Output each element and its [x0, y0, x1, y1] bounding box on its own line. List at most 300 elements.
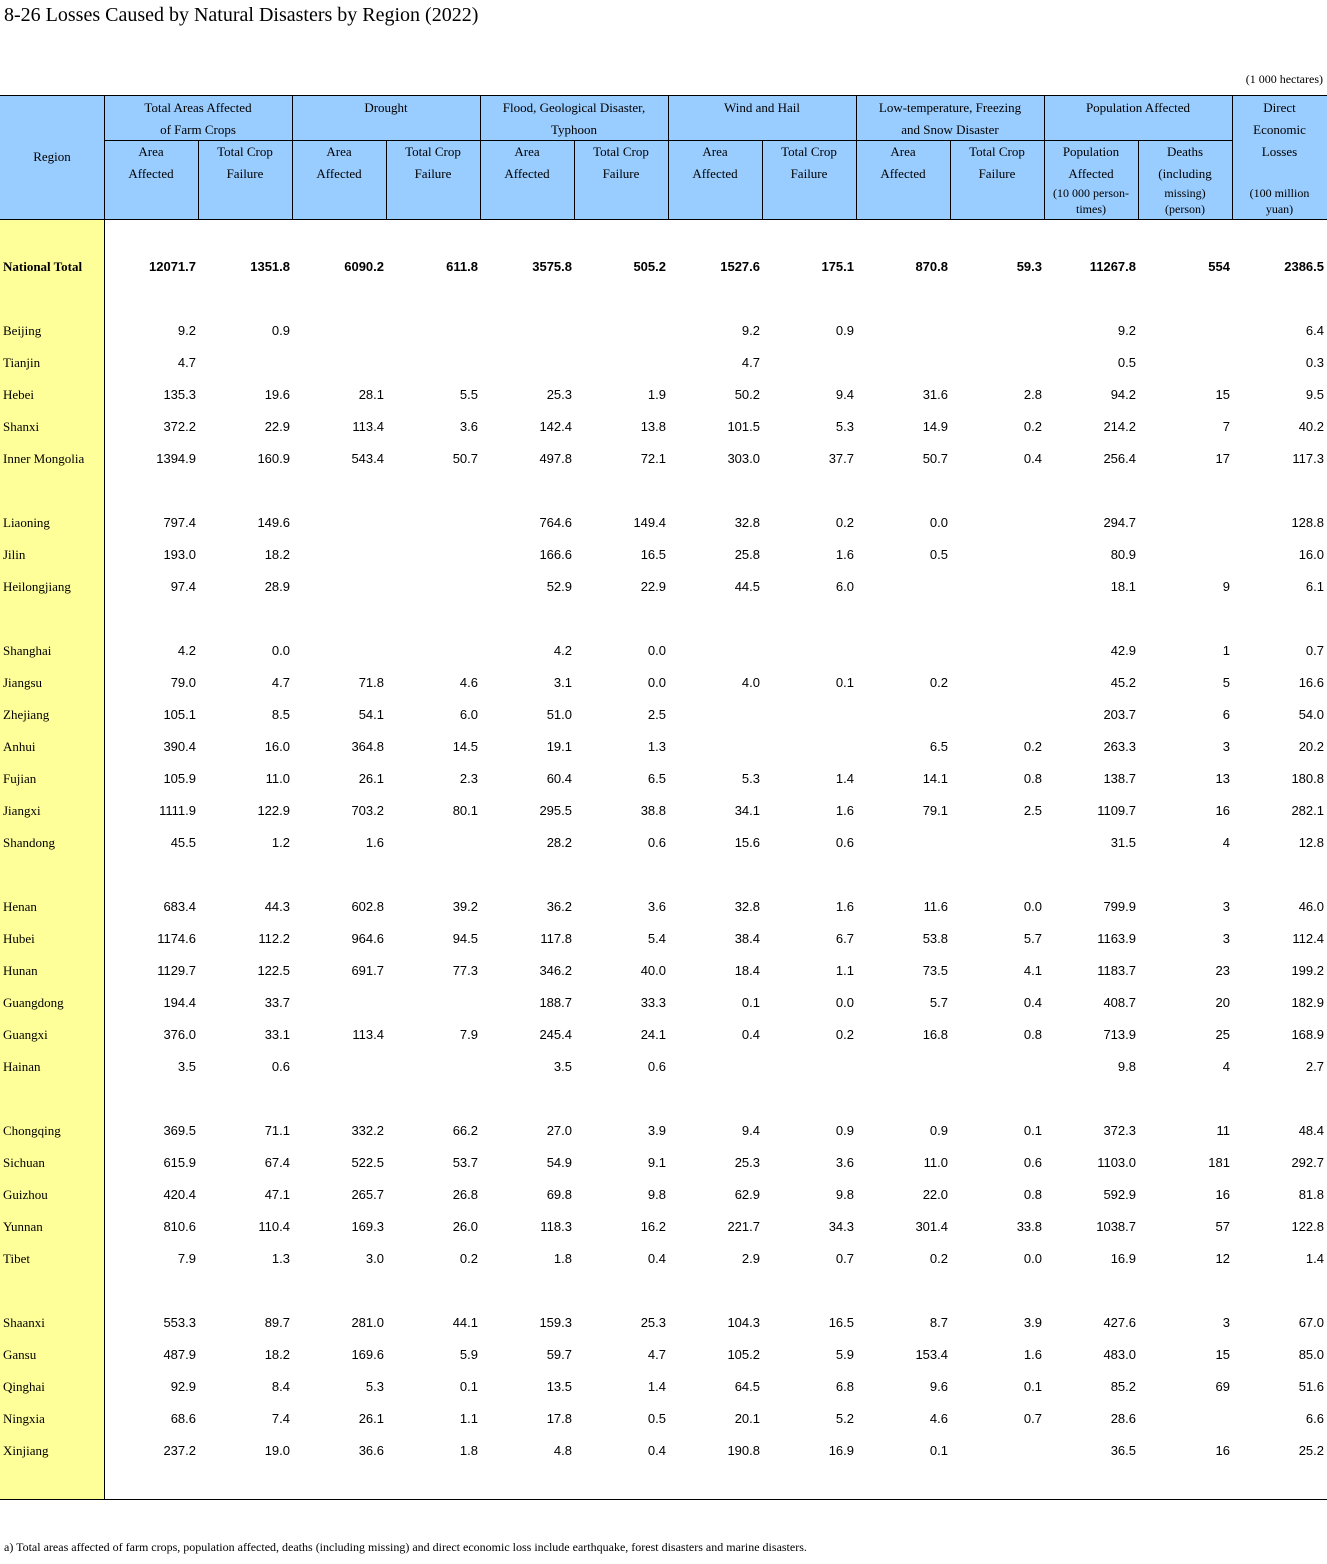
region-name: Jiangxi: [3, 803, 41, 818]
table-cell: 105.2: [727, 1347, 760, 1362]
table-cell: 11.0: [923, 1155, 948, 1170]
table-cell: 44.1: [452, 1315, 478, 1330]
table-cell: 16.0: [1298, 547, 1324, 562]
table-cell: 1527.6: [720, 259, 760, 274]
region-name: Sichuan: [3, 1155, 45, 1170]
unit-label: (1 000 hectares): [1245, 72, 1323, 86]
table-cell: 0.0: [929, 515, 948, 530]
table-cell: 40.2: [1298, 419, 1324, 434]
table-cell: 0.6: [1023, 1155, 1042, 1170]
table-cell: 245.4: [539, 1027, 572, 1042]
table-cell: 1.4: [835, 771, 854, 786]
page-title: 8-26 Losses Caused by Natural Disasters by Region (2022): [4, 4, 479, 26]
table-cell: 42.9: [1110, 643, 1136, 658]
table-cell: 59.3: [1016, 259, 1042, 274]
table-cell: [764, 1057, 854, 1077]
sub-header: Total Crop Failure: [217, 144, 273, 181]
table-cell: 4.6: [459, 675, 478, 690]
table-cell: 16.8: [922, 1027, 948, 1042]
sub-header: Area Affected: [128, 144, 174, 181]
table-row: [0, 929, 1327, 949]
table-cell: 9.5: [1305, 387, 1324, 402]
table-cell: 62.9: [734, 1187, 760, 1202]
table-cell: 64.5: [734, 1379, 760, 1394]
table-cell: 80.9: [1110, 547, 1136, 562]
table-cell: 28.1: [358, 387, 384, 402]
table-cell: 0.6: [271, 1059, 290, 1074]
table-cell: 94.2: [1110, 387, 1136, 402]
table-cell: 602.8: [351, 899, 384, 914]
table-cell: 94.5: [452, 931, 478, 946]
table-cell: 79.1: [922, 803, 948, 818]
table-row: [0, 993, 1327, 1013]
table-cell: 369.5: [163, 1123, 196, 1138]
table-cell: 9.8: [1117, 1059, 1136, 1074]
table-row: [0, 1441, 1327, 1461]
table-cell: 166.6: [539, 547, 572, 562]
table-cell: 12.8: [1298, 835, 1324, 850]
table-cell: 39.2: [452, 899, 478, 914]
table-row: [0, 1185, 1327, 1205]
table-cell: 870.8: [915, 259, 948, 274]
table-cell: 14.9: [922, 419, 948, 434]
region-name: Shaanxi: [3, 1315, 45, 1330]
region-column-band: [0, 219, 104, 1500]
table-cell: 105.9: [163, 771, 196, 786]
table-cell: 0.1: [835, 675, 854, 690]
table-cell: 0.0: [835, 995, 854, 1010]
table-cell: 0.0: [647, 675, 666, 690]
table-cell: 77.3: [452, 963, 478, 978]
table-cell: 17.8: [546, 1411, 572, 1426]
table-cell: 1.8: [459, 1443, 478, 1458]
table-cell: [482, 321, 572, 341]
table-row: [0, 961, 1327, 981]
table-row: [0, 1025, 1327, 1045]
table-cell: [952, 577, 1042, 597]
table-cell: 543.4: [351, 451, 384, 466]
table-cell: 89.7: [264, 1315, 290, 1330]
table-cell: 5: [1222, 675, 1230, 690]
table-cell: 6.4: [1305, 323, 1324, 338]
table-cell: 0.2: [835, 515, 854, 530]
table-cell: 13: [1215, 771, 1230, 786]
table-cell: 11267.8: [1089, 259, 1136, 274]
table-cell: 71.1: [264, 1123, 290, 1138]
table-cell: 0.7: [835, 1251, 854, 1266]
table-cell: [294, 353, 384, 373]
table-cell: 3.5: [177, 1059, 196, 1074]
table-cell: 0.2: [929, 675, 948, 690]
table-row: [0, 1313, 1327, 1333]
table-cell: 44.5: [734, 579, 760, 594]
table-cell: [858, 353, 948, 373]
table-cell: 0.4: [1023, 995, 1042, 1010]
table-cell: 1111.9: [159, 803, 196, 818]
table-cell: 7.9: [459, 1027, 478, 1042]
table-cell: 256.4: [1103, 451, 1136, 466]
table-cell: 169.6: [351, 1347, 384, 1362]
table-cell: 28.2: [546, 835, 572, 850]
sub-header: Area Affected: [504, 144, 550, 181]
region-name: Guangdong: [3, 995, 64, 1010]
table-cell: 2.8: [1023, 387, 1042, 402]
table-cell: 1351.8: [250, 259, 290, 274]
table-cell: 4.2: [177, 643, 196, 658]
table-row: [0, 1377, 1327, 1397]
table-cell: 16: [1215, 1187, 1230, 1202]
table-cell: [1140, 1409, 1230, 1429]
sub-header: Population Affected (10 000 person-times): [1053, 144, 1129, 216]
table-cell: 33.7: [264, 995, 290, 1010]
table-cell: 38.4: [734, 931, 760, 946]
table-cell: 16.9: [1110, 1251, 1136, 1266]
table-cell: 282.1: [1291, 803, 1324, 818]
group-header-drought: Drought: [364, 100, 408, 115]
table-cell: 113.4: [352, 1027, 384, 1042]
region-name: Ningxia: [3, 1411, 45, 1426]
region-name: Guangxi: [3, 1027, 48, 1042]
table-cell: 104.3: [727, 1315, 760, 1330]
table-cell: 0.5: [929, 547, 948, 562]
table-cell: 135.3: [163, 387, 196, 402]
table-cell: 592.9: [1103, 1187, 1136, 1202]
table-cell: 6.5: [647, 771, 666, 786]
table-cell: 487.9: [163, 1347, 196, 1362]
table-cell: 16: [1215, 1443, 1230, 1458]
table-cell: 153.4: [915, 1347, 948, 1362]
table-cell: 1038.7: [1096, 1219, 1136, 1234]
table-bottom-rule: [0, 1499, 1327, 1500]
table-cell: 25: [1215, 1027, 1230, 1042]
table-cell: 265.7: [351, 1187, 384, 1202]
table-cell: 6.0: [459, 707, 478, 722]
table-cell: 169.3: [351, 1219, 384, 1234]
table-cell: 0.4: [1023, 451, 1042, 466]
table-cell: 45.5: [170, 835, 196, 850]
table-cell: 57: [1215, 1219, 1230, 1234]
table-cell: 1109.7: [1097, 803, 1136, 818]
table-cell: 112.2: [258, 931, 290, 946]
table-cell: 69: [1215, 1379, 1230, 1394]
table-cell: 3: [1222, 1315, 1230, 1330]
table-cell: 194.4: [163, 995, 196, 1010]
table-cell: 5.3: [741, 771, 760, 786]
table-cell: 1.4: [1305, 1251, 1324, 1266]
table-cell: 19.6: [264, 387, 290, 402]
table-cell: 13.5: [546, 1379, 572, 1394]
table-cell: 188.7: [539, 995, 572, 1010]
table-cell: 34.3: [828, 1219, 854, 1234]
table-cell: 1.3: [271, 1251, 290, 1266]
table-cell: 522.5: [351, 1155, 384, 1170]
table-row: [0, 1217, 1327, 1237]
header-bottom-rule: [0, 219, 1327, 220]
table-cell: 6.8: [835, 1379, 854, 1394]
table-cell: 303.0: [727, 451, 760, 466]
table-row: [0, 1345, 1327, 1365]
table-cell: 36.6: [358, 1443, 384, 1458]
table-row: [0, 417, 1327, 437]
table-cell: 0.2: [929, 1251, 948, 1266]
table-cell: 0.1: [1023, 1379, 1042, 1394]
table-cell: 0.0: [271, 643, 290, 658]
table-cell: 6090.2: [344, 259, 384, 274]
table-cell: 122.9: [257, 803, 290, 818]
table-row: [0, 513, 1327, 533]
table-cell: 3.5: [553, 1059, 572, 1074]
table-cell: 4: [1222, 835, 1230, 850]
table-cell: 160.9: [257, 451, 290, 466]
table-cell: 37.7: [828, 451, 854, 466]
table-cell: 3575.8: [532, 259, 572, 274]
table-cell: 122.8: [1291, 1219, 1324, 1234]
table-cell: [482, 353, 572, 373]
table-cell: 0.1: [741, 995, 760, 1010]
table-cell: 7.9: [177, 1251, 196, 1266]
table-cell: 117.8: [540, 931, 572, 946]
table-cell: [294, 993, 384, 1013]
table-cell: 18.1: [1110, 579, 1136, 594]
table-cell: 8.7: [929, 1315, 948, 1330]
table-cell: 1.6: [835, 899, 854, 914]
region-name: Hainan: [3, 1059, 41, 1074]
table-cell: 20: [1215, 995, 1230, 1010]
sub-header: Total Crop Failure: [781, 144, 837, 181]
table-row: [0, 449, 1327, 469]
table-cell: 1.4: [647, 1379, 666, 1394]
table-cell: 294.7: [1103, 515, 1136, 530]
table-cell: 138.7: [1103, 771, 1136, 786]
table-cell: 50.2: [734, 387, 760, 402]
table-row: [0, 385, 1327, 405]
table-cell: 3.1: [553, 675, 572, 690]
region-name: Inner Mongolia: [3, 451, 85, 466]
table-cell: 1.6: [365, 835, 384, 850]
table-cell: 483.0: [1103, 1347, 1136, 1362]
group-header-wind-hail: Wind and Hail: [723, 100, 800, 115]
table-cell: 85.2: [1110, 1379, 1136, 1394]
table-cell: [294, 1057, 384, 1077]
table-cell: 59.7: [546, 1347, 572, 1362]
table-cell: [764, 737, 854, 757]
table-cell: 149.6: [257, 515, 290, 530]
table-row: [0, 801, 1327, 821]
table-cell: 505.2: [633, 259, 666, 274]
table-cell: 0.7: [1305, 643, 1324, 658]
table-cell: [764, 353, 854, 373]
table-cell: 810.6: [163, 1219, 196, 1234]
table-cell: 0.9: [835, 1123, 854, 1138]
table-cell: 54.9: [546, 1155, 572, 1170]
table-cell: [764, 705, 854, 725]
table-cell: 18.4: [734, 963, 760, 978]
table-cell: 427.6: [1103, 1315, 1136, 1330]
region-name: Anhui: [3, 739, 36, 754]
table-cell: 16: [1215, 803, 1230, 818]
region-name: Tibet: [3, 1251, 30, 1266]
table-cell: 9.2: [177, 323, 196, 338]
table-cell: 9.4: [835, 387, 854, 402]
table-row: [0, 545, 1327, 565]
table-cell: 180.8: [1291, 771, 1324, 786]
table-row: [0, 705, 1327, 725]
table-cell: 203.7: [1103, 707, 1136, 722]
table-cell: 1.9: [647, 387, 666, 402]
table-cell: 51.6: [1298, 1379, 1324, 1394]
table-cell: 9.8: [647, 1187, 666, 1202]
table-cell: [294, 577, 384, 597]
region-name: Qinghai: [3, 1379, 45, 1394]
table-cell: 0.1: [459, 1379, 478, 1394]
table-cell: 122.5: [257, 963, 290, 978]
region-name: Fujian: [3, 771, 37, 786]
table-cell: 25.2: [1298, 1443, 1324, 1458]
table-cell: 19.0: [264, 1443, 290, 1458]
region-header: Region: [33, 149, 71, 164]
table-cell: [952, 673, 1042, 693]
table-top-rule: [0, 95, 1327, 96]
table-cell: 22.9: [640, 579, 666, 594]
table-cell: 118.3: [540, 1219, 572, 1234]
table-cell: 190.8: [727, 1443, 760, 1458]
table-cell: 1129.7: [157, 963, 196, 978]
table-cell: [1140, 353, 1230, 373]
region-name: Yunnan: [3, 1219, 43, 1234]
table-cell: 408.7: [1103, 995, 1136, 1010]
table-cell: 26.8: [452, 1187, 478, 1202]
table-row: [0, 1409, 1327, 1429]
table-cell: 51.0: [546, 707, 572, 722]
table-cell: 24.1: [640, 1027, 666, 1042]
table-cell: 0.4: [647, 1443, 666, 1458]
table-cell: 420.4: [163, 1187, 196, 1202]
sub-header: Total Crop Failure: [405, 144, 461, 181]
table-cell: 17: [1215, 451, 1230, 466]
table-cell: [1140, 321, 1230, 341]
region-name: Jiangsu: [3, 675, 42, 690]
table-cell: 713.9: [1103, 1027, 1136, 1042]
table-cell: 60.4: [546, 771, 572, 786]
table-cell: 27.0: [546, 1123, 572, 1138]
table-cell: 28.6: [1110, 1411, 1136, 1426]
table-cell: 53.7: [452, 1155, 478, 1170]
table-row: [0, 577, 1327, 597]
table-row: [0, 1057, 1327, 1077]
table-cell: 16.6: [1298, 675, 1324, 690]
table-cell: 3.0: [365, 1251, 384, 1266]
table-cell: 105.1: [163, 707, 196, 722]
region-name: Shanxi: [3, 419, 40, 434]
table-row: [0, 641, 1327, 661]
table-cell: 8.5: [271, 707, 290, 722]
table-cell: 33.1: [264, 1027, 290, 1042]
region-name: Chongqing: [3, 1123, 61, 1138]
table-cell: 47.1: [264, 1187, 290, 1202]
table-cell: 128.8: [1291, 515, 1324, 530]
table-cell: 1.3: [647, 739, 666, 754]
table-row: [0, 769, 1327, 789]
table-cell: [388, 513, 478, 533]
sub-header: Area Affected: [880, 144, 926, 181]
table-cell: 15.6: [734, 835, 760, 850]
table-cell: [858, 1057, 948, 1077]
table-cell: 0.9: [271, 323, 290, 338]
table-cell: 214.2: [1103, 419, 1136, 434]
table-cell: 7: [1222, 419, 1230, 434]
table-cell: [1140, 545, 1230, 565]
table-cell: 44.3: [264, 899, 290, 914]
table-cell: 149.4: [633, 515, 666, 530]
table-cell: 92.9: [170, 1379, 196, 1394]
table-cell: 0.8: [1023, 771, 1042, 786]
table-cell: 18.2: [264, 547, 290, 562]
table-cell: 34.1: [734, 803, 760, 818]
table-cell: 1394.9: [156, 451, 196, 466]
table-cell: 4.7: [177, 355, 196, 370]
table-cell: 112.4: [1292, 931, 1324, 946]
table-cell: [670, 737, 760, 757]
table-cell: 68.6: [170, 1411, 196, 1426]
table-row: [0, 1121, 1327, 1141]
table-cell: 6.0: [835, 579, 854, 594]
table-cell: 0.5: [647, 1411, 666, 1426]
table-cell: 54.1: [358, 707, 384, 722]
table-cell: 71.8: [358, 675, 384, 690]
table-cell: 364.8: [351, 739, 384, 754]
table-cell: 281.0: [351, 1315, 384, 1330]
region-name: Shandong: [3, 835, 55, 850]
table-cell: 11: [1216, 1123, 1230, 1138]
table-cell: 12071.7: [149, 259, 196, 274]
table-cell: [764, 641, 854, 661]
table-cell: 80.1: [452, 803, 478, 818]
table-cell: 26.1: [358, 771, 384, 786]
table-cell: [388, 833, 478, 853]
table-cell: 38.8: [640, 803, 666, 818]
table-cell: [576, 321, 666, 341]
table-cell: [858, 833, 948, 853]
table-cell: 6.5: [929, 739, 948, 754]
table-cell: 67.0: [1298, 1315, 1324, 1330]
table-cell: 0.4: [741, 1027, 760, 1042]
table-cell: 2.9: [741, 1251, 760, 1266]
table-cell: 0.6: [835, 835, 854, 850]
table-cell: 1.2: [271, 835, 290, 850]
table-cell: 81.8: [1298, 1187, 1324, 1202]
table-cell: 799.9: [1103, 899, 1136, 914]
table-cell: [1140, 513, 1230, 533]
table-cell: 1103.0: [1097, 1155, 1136, 1170]
table-cell: 0.8: [1023, 1187, 1042, 1202]
region-name: Gansu: [3, 1347, 37, 1362]
table-cell: 615.9: [163, 1155, 196, 1170]
region-name: Henan: [3, 899, 37, 914]
table-cell: 13.8: [640, 419, 666, 434]
region-name: Xinjiang: [3, 1443, 49, 1458]
table-cell: [294, 321, 384, 341]
table-row: [0, 353, 1327, 373]
region-name: Tianjin: [3, 355, 41, 370]
table-cell: [388, 993, 478, 1013]
table-cell: [294, 513, 384, 533]
sub-header: Area Affected: [316, 144, 362, 181]
table-cell: 32.8: [734, 899, 760, 914]
table-cell: 11.0: [265, 771, 290, 786]
table-cell: 964.6: [351, 931, 384, 946]
table-cell: 372.2: [163, 419, 196, 434]
table-row: [0, 897, 1327, 917]
